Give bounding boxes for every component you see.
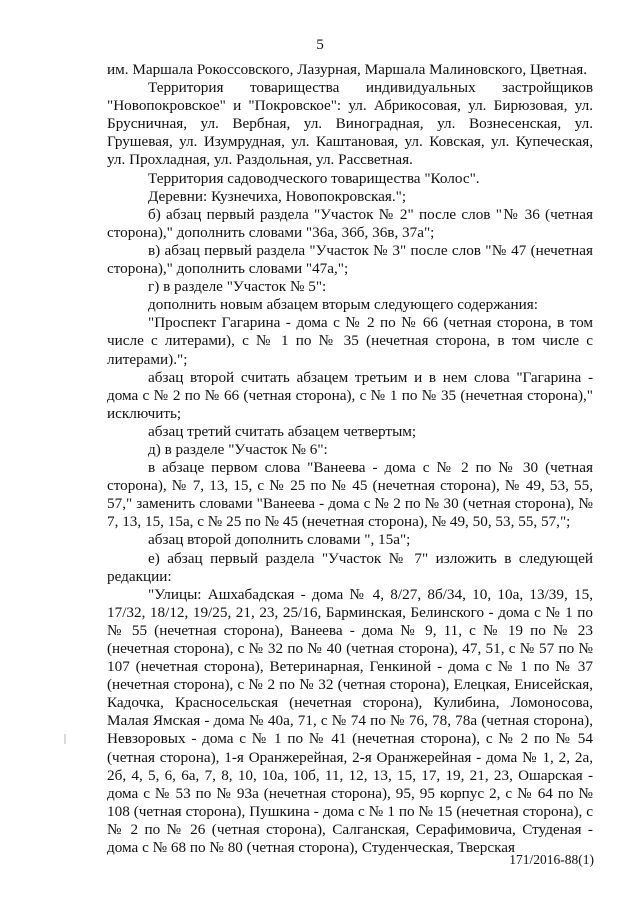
paragraph-second-add: абзац второй дополнить словами ", 15а"; [148,531,411,549]
paragraph-amend-g: г) в разделе "Участок № 5": [148,278,327,296]
paragraph-amend-d: д) в разделе "Участок № 6": [148,440,328,458]
paragraph-amend-b: б) абзац первый раздела "Участок № 2" после слов "№ 36 (четная сторона)," дополнить словами "36а, 36б, 36в, 37а"; [107,205,593,241]
paragraph-second-to-third: абзац второй считать абзацем третьим и в нем слова "Гагарина - дома с № 2 по № 66 (четная сторона), с № 1 по № 35 (нечетная сторона)," исключить; [107,368,593,422]
paragraph-streets-quote: "Улицы: Ашхабадская - дома № 4, 8/27, 8б/34, 10, 10а, 13/39, 15, 17/32, 18/12, 19/25, 21, 23, 25/16, Барминская, Белинского - дома с № 1 по № 55 (нечетная сторона), Ванеева - дома № 9, 11, с № 19 по № 23 (нечетная сторона), с № 32 по № 40 (четная сторона), 47, 51, с № 57 по № 107 (нечетная сторона), Ветеринарная, Генкиной - дома с № 1 по № 37 (нечетная сторона), с № 2 по № 32 (четная сторона), Елецкая, Енисейская, Кадочка, Красносельская (нечетная сторона), Кулибина, Ломоносова, Малая Ямская - дома № 40а, 71, с № 74 по № 76, 78, 78а (четная сторона), Невзоровых - дома с № 1 по № 41 (нечетная сторона), с № 2 по № 54 (четная сторона), 1-я Оранжерейная, 2-я Оранжерейная - дома № 1, 2, 2а, 2б, 4, 5, 6, 6а, 7, 8, 10, 10а, 10б, 11, 12, 13, 15, 17, 19, 21, 23, Ошарская - дома с № 53 по № 93а (нечетная сторона), 95, 95 корпус 2, с № 64 по № 108 (четная сторона), Пушкина - дома с № 1 по № 15 (нечетная сторона), с № 2 по № 26 (четная сторона), Салганская, Серафимовича, Студеная - дома с № 68 по № 80 (четная сторона), Студенческая, Тверская [107,585,593,857]
paragraph-vaneeva-replace: в абзаце первом слова "Ванеева - дома с № 2 по № 30 (четная сторона), № 7, 13, 15, с № 25 по № 45 (нечетная сторона), № 49, 53, 55, 57," заменить словами "Ванеева - дома с № 2 по № 30 (четная сторона), № 7, 13, 15, 15а, с № 25 по № 45 (нечетная сторона), № 49, 50, 53, 55, 57,"; [107,459,593,531]
paragraph-gagarina-quote: "Проспект Гагарина - дома с № 2 по № 66 (четная сторона, в том числе с литерами), с № 1 по № 35 (нечетная сторона, в том числе с литерами)."; [107,314,593,368]
paragraph-amend-e: е) абзац первый раздела "Участок № 7" изложить в следующей редакции: [107,549,593,585]
paragraph-third-to-fourth: абзац третий считать абзацем четвертым; [148,422,417,440]
margin-mark [64,734,66,744]
paragraph-villages: Деревни: Кузнечиха, Новопокровская."; [148,187,407,205]
document-body [107,61,593,857]
paragraph-tiz-territory: Территория товарищества индивидуальных застройщиков "Новопокровское" и "Покровское": ул. Абрикосовая, ул. Бирюзовая, ул. Брусничная, ул. Вербная, ул. Виноградная, ул. Вознесенская, ул. Грушевая, ул. Изумрудная, ул. Каштановая, ул. Ковская, ул. Купеческая, ул. Прохладная, ул. Раздольная, ул. Рассветная. [107,79,593,169]
paragraph-add-new: дополнить новым абзацем вторым следующего содержания: [148,296,538,314]
paragraph-amend-v: в) абзац первый раздела "Участок № 3" после слов "№ 47 (нечетная сторона)," дополнить словами "47а,"; [107,241,593,278]
document-code: 171/2016-88(1) [509,852,594,867]
paragraph-kolos-territory: Территория садоводческого товарищества "Колос". [148,169,480,187]
paragraph-streets-continued: им. Маршала Рокоссовского, Лазурная, Маршала Малиновского, Цветная. [107,61,588,78]
page-number: 5 [316,36,324,53]
